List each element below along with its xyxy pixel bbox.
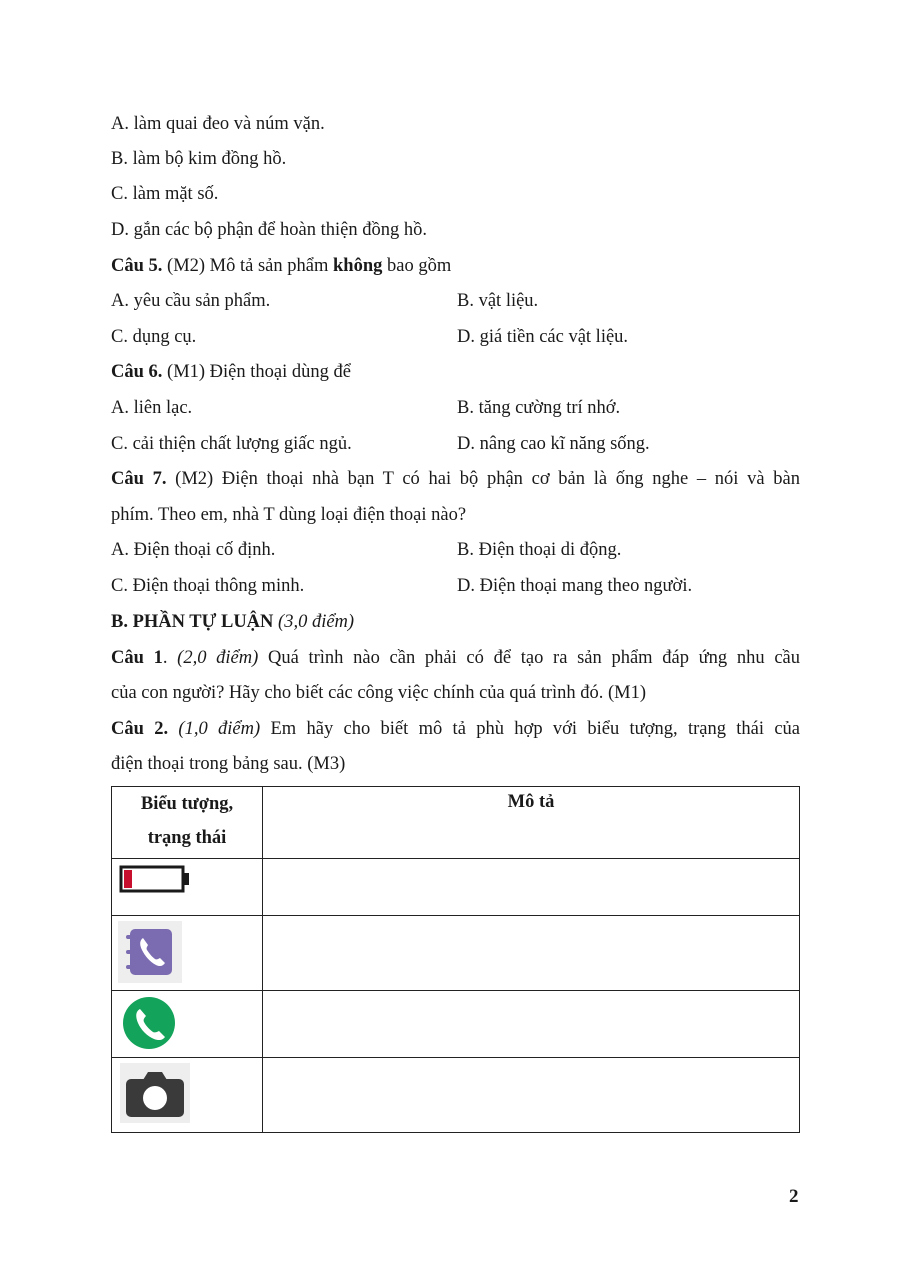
essay-1-number: Câu 1: [111, 648, 163, 668]
question-5-text-pre: (M2) Mô tả sản phẩm: [162, 256, 333, 276]
description-cell[interactable]: [263, 1058, 800, 1133]
table-header-row: [112, 787, 800, 859]
question-5-option-d: D. giá tiền các vật liệu.: [457, 327, 629, 347]
essay-1-dot: .: [162, 648, 178, 668]
table-row: [112, 859, 800, 916]
low-battery-icon: [119, 865, 191, 895]
question-7-option-c: C. Điện thoại thông minh.: [111, 576, 305, 596]
question-5-option-c: C. dụng cụ.: [111, 327, 197, 347]
description-cell[interactable]: [263, 859, 800, 916]
question-6-option-d: D. nâng cao kĩ năng sống.: [457, 434, 650, 454]
question-7-option-d: D. Điện thoại mang theo người.: [457, 576, 693, 596]
essay-2-line-2: điện thoại trong bảng sau. (M3): [111, 754, 346, 774]
essay-1-points: (2,0 điểm): [177, 648, 259, 668]
section-b-title: B. PHẦN TỰ LUẬN: [111, 612, 274, 632]
icon-cell: [112, 991, 263, 1058]
icon-cell: [112, 859, 263, 916]
header-left-line-2: trạng thái: [147, 828, 227, 848]
essay-2-number: Câu 2.: [111, 719, 169, 739]
description-cell[interactable]: [263, 991, 800, 1058]
question-5-option-a: A. yêu cầu sản phẩm.: [111, 291, 271, 311]
table-header-description-column: Mô tả: [263, 787, 800, 859]
essay-2-line-1: [111, 717, 800, 741]
icon-cell: [112, 916, 263, 991]
table-row: [112, 1058, 800, 1133]
essay-1-line-2: của con người? Hãy cho biết các công việc chính của quá trình đó. (M1): [111, 683, 647, 703]
prev-option-b: B. làm bộ kim đồng hồ.: [111, 149, 287, 169]
question-6-text: (M1) Điện thoại dùng để: [162, 362, 351, 382]
question-5: [111, 254, 451, 278]
prev-option-d: D. gắn các bộ phận để hoàn thiện đồng hồ.: [111, 220, 427, 240]
question-7-number: Câu 7.: [111, 469, 167, 489]
prev-option-a: A. làm quai đeo và núm vặn.: [111, 114, 325, 134]
question-7-option-b: B. Điện thoại di động.: [457, 540, 622, 560]
question-5-option-b: B. vật liệu.: [457, 291, 539, 311]
prev-option-c: C. làm mặt số.: [111, 184, 219, 204]
question-6: [111, 360, 351, 384]
section-b-points: (3,0 điểm): [278, 612, 355, 632]
table-header-icon-column: [112, 787, 263, 859]
question-6-option-a: A. liên lạc.: [111, 398, 193, 418]
question-6-option-b: B. tăng cường trí nhớ.: [457, 398, 621, 418]
essay-2-text-1: Em hãy cho biết mô tả phù hợp với biểu tượng, trạng thái của: [260, 719, 800, 739]
essay-1-text-1: Quá trình nào cần phải có để tạo ra sản phẩm đáp ứng nhu cầu: [258, 648, 800, 668]
description-cell[interactable]: [263, 916, 800, 991]
question-5-number: Câu 5.: [111, 256, 163, 276]
question-7-text-1: (M2) Điện thoại nhà bạn T có hai bộ phận cơ bản là ống nghe – nói và bàn: [166, 469, 800, 489]
essay-1-line-1: [111, 646, 800, 670]
question-6-option-c: C. cải thiện chất lượng giấc ngủ.: [111, 434, 352, 454]
question-7-option-a: A. Điện thoại cố định.: [111, 540, 276, 560]
phone-call-icon: [121, 995, 177, 1051]
section-b-heading: [111, 610, 354, 634]
table-row: [112, 991, 800, 1058]
question-5-bold-word: không: [333, 256, 383, 276]
icon-description-table: [111, 786, 800, 1133]
table-row: [112, 916, 800, 991]
icon-cell: [112, 1058, 263, 1133]
essay-2-points: (1,0 điểm): [178, 719, 261, 739]
header-left-line-1: Biểu tượng,: [140, 794, 234, 814]
page-number: 2: [789, 1186, 799, 1207]
question-7-line-1: [111, 467, 800, 491]
question-7-line-2: phím. Theo em, nhà T dùng loại điện thoại nào?: [111, 505, 467, 525]
question-5-text-post: bao gồm: [382, 256, 452, 276]
question-6-number: Câu 6.: [111, 362, 163, 382]
contacts-book-icon: [118, 921, 182, 983]
camera-icon: [120, 1063, 190, 1123]
